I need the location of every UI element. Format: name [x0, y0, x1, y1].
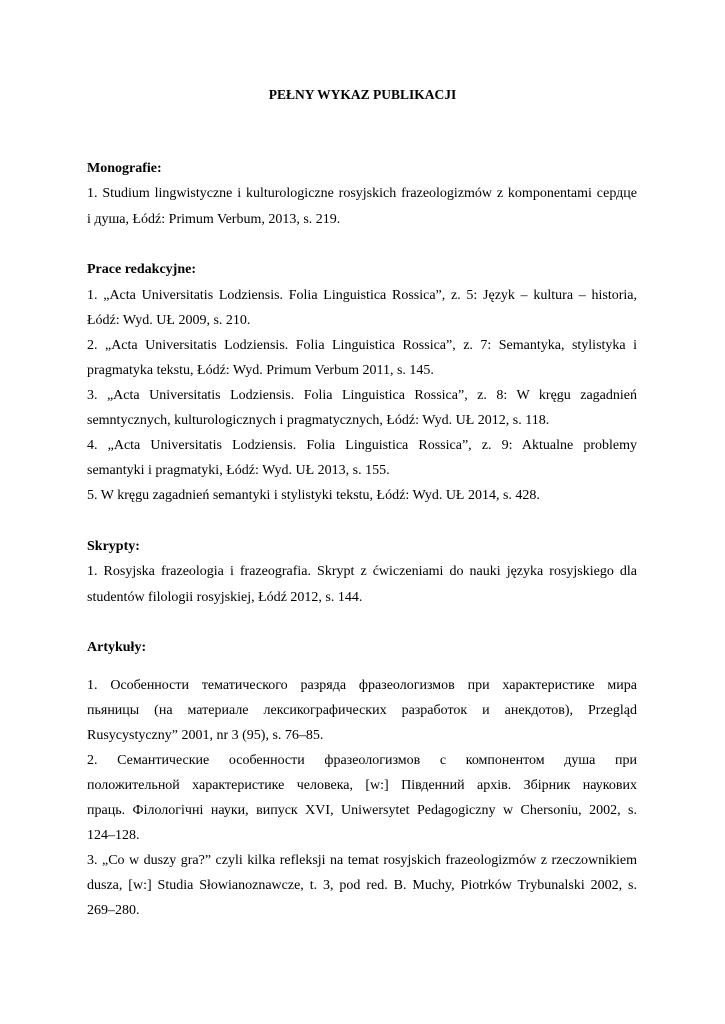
prace-entry-4-line-1: 4. „Acta Universitatis Lodziensis. Folia Linguistica Rossica”, z. 9: Aktualne problemy	[87, 438, 637, 453]
entry-text: 1. Studium lingwistyczne i kulturologiczne rosyjskich frazeologizmów z komponentami сердце	[87, 186, 637, 201]
prace-entry-1-line-2: Łódź: Wyd. UŁ 2009, s. 210.	[87, 313, 251, 328]
artykuly-entry-1-line-2: пьяницы (на материале лексикографических разработок и анекдотов), Przegląd	[87, 703, 637, 718]
skrypty-entry-1-line-2: studentów filologii rosyjskiej, Łódź 2012, s. 144.	[87, 590, 363, 605]
prace-entry-3-line-2: semntycznych, kulturologicznych i pragmatycznych, Łódź: Wyd. UŁ 2012, s. 118.	[87, 413, 550, 428]
prace-entry-4-line-2: semantyki i pragmatyki, Łódź: Wyd. UŁ 2013, s. 155.	[87, 463, 390, 478]
artykuly-entry-2-line-2: положительной характеристике человека, [w:] Південний архів. Збірник наукових	[87, 778, 637, 793]
artykuly-entry-2-line-4: 124–128.	[87, 828, 140, 843]
artykuly-entry-3-line-1: 3. „Co w duszy gra?” czyli kilka refleksji na temat rosyjskich frazeologizmów z rzeczownikiem	[87, 853, 637, 868]
artykuly-entry-3-line-2: dusza, [w:] Studia Słowianoznawcze, t. 3, pod red. B. Muchy, Piotrków Trybunalski 2002, s.	[87, 878, 637, 893]
section-heading-artykuly: Artykuły:	[87, 640, 147, 655]
prace-entry-3-line-1: 3. „Acta Universitatis Lodziensis. Folia Linguistica Rossica”, z. 8: W kręgu zagadnień	[87, 388, 637, 403]
artykuly-entry-2-line-1: 2. Семантические особенности фразеологизмов с компонентом душа при	[87, 753, 637, 768]
section-heading-monografie: Monografie:	[87, 161, 162, 176]
page-title: PEŁNY WYKAZ PUBLIKACJI	[268, 87, 457, 102]
section-heading-prace-redakcyjne: Prace redakcyjne:	[87, 262, 196, 277]
prace-entry-2-line-1: 2. „Acta Universitatis Lodziensis. Folia Linguistica Rossica”, z. 7: Semantyka, stylistyka i	[87, 338, 637, 353]
section-heading-skrypty: Skrypty:	[87, 539, 140, 554]
entry-text: i душа, Łódź: Primum Verbum, 2013, s. 219.	[87, 212, 341, 227]
monografie-entry-1-line-2	[87, 211, 637, 229]
prace-entry-1-line-1: 1. „Acta Universitatis Lodziensis. Folia Linguistica Rossica”, z. 5: Język – kultura – historia,	[87, 288, 637, 303]
artykuly-entry-1-line-3: Rusycystyczny” 2001, nr 3 (95), s. 76–85.	[87, 728, 324, 743]
skrypty-entry-1-line-1: 1. Rosyjska frazeologia i frazeografia. Skrypt z ćwiczeniami do nauki języka rosyjskiego dla	[87, 564, 637, 579]
prace-entry-2-line-2: pragmatyka tekstu, Łódź: Wyd. Primum Verbum 2011, s. 145.	[87, 363, 434, 378]
artykuly-entry-3-line-3: 269–280.	[87, 903, 140, 918]
prace-entry-5-line-1: 5. W kręgu zagadnień semantyki i stylistyki tekstu, Łódź: Wyd. UŁ 2014, s. 428.	[87, 488, 540, 503]
artykuly-entry-2-line-3: праць. Філологічні науки, випуск XVI, Uniwersytet Pedagogiczny w Chersoniu, 2002, s.	[87, 803, 637, 818]
monografie-entry-1-line-1	[87, 185, 637, 203]
artykuly-entry-1-line-1: 1. Особенности тематического разряда фразеологизмов при характеристике мира	[87, 678, 637, 693]
